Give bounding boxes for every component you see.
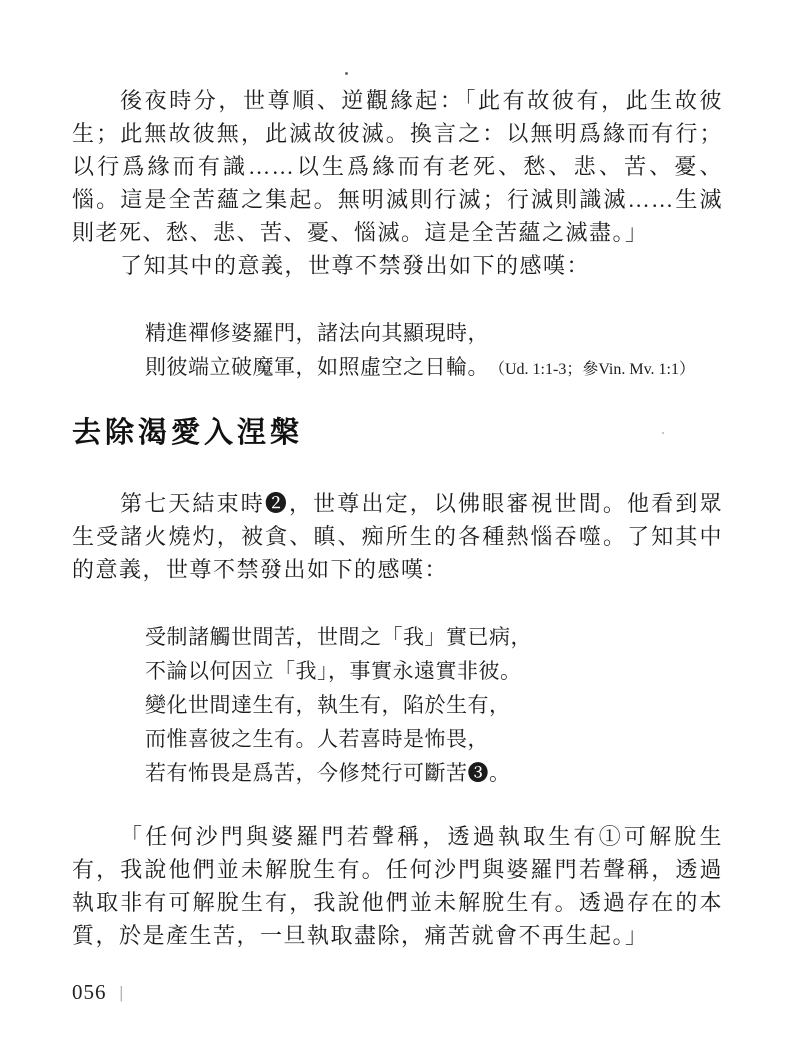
verse-line: 若有怖畏是爲苦，今修梵行可斷苦❸。 [145,761,511,785]
paragraph-dependent-origination: 後夜時分，世尊順、逆觀緣起：「此有故彼有，此生故彼生；此無故彼無，此滅故彼滅。換言之：以無明爲緣而有行；以行爲緣而有識……以生爲緣而有老死、愁、悲、苦、憂、惱。這是全苦蘊之集起。無明滅則行滅；行滅則識滅……生滅則老死、愁、悲、苦、憂、惱滅。這是全苦蘊之滅盡。」 [72,88,723,245]
verse-line [145,350,723,387]
verse-udana-first [72,316,723,387]
paragraph-exclamation-intro: 了知其中的意義，世尊不禁發出如下的感嘆： [120,253,591,278]
section-heading: 去除渴愛入涅槃 [72,417,304,449]
verse-udana-second [72,620,723,790]
paragraph-samana-quote: 「任何沙門與婆羅門若聲稱，透過執取生有①可解脫生有，我說他們並未解脫生有。任何沙門與婆羅門若聲稱，透過執取非有可解脫生有，我說他們並未解脫生有。透過存在的本質，於是產生苦，一旦執取盡除，痛苦就會不再生起。」 [72,824,723,948]
scan-speck [345,72,348,75]
verse-line: 受制諸觸世間苦，世間之「我」實已病， [145,625,532,649]
sutta-citation: （Ud. 1:1-3；參Vin. Mv. 1:1） [497,361,696,378]
page-footer [72,980,124,1005]
verse-line: 變化世間達生有，執生有，陷於生有， [145,693,511,717]
verse-line: 而惟喜彼之生有。人若喜時是怖畏， [145,727,489,751]
page-number: 056 [72,980,107,1004]
text-block [72,84,723,952]
footer-divider: | [119,983,124,1002]
verse-line: 不論以何因立「我」，事實永遠實非彼。 [145,659,522,683]
verse-line-text: 則彼端立破魔軍，如照虛空之日輪。 [145,355,489,379]
verse-line: 精進禪修婆羅門，諸法向其顯現時， [145,321,489,345]
paragraph-seventh-day: 第七天結束時❷，世尊出定，以佛眼審視世間。他看到眾生受諸火燒灼，被貪、瞋、痴所生的各種熱惱吞噬。了知其中的意義，世尊不禁發出如下的感嘆： [72,491,723,582]
